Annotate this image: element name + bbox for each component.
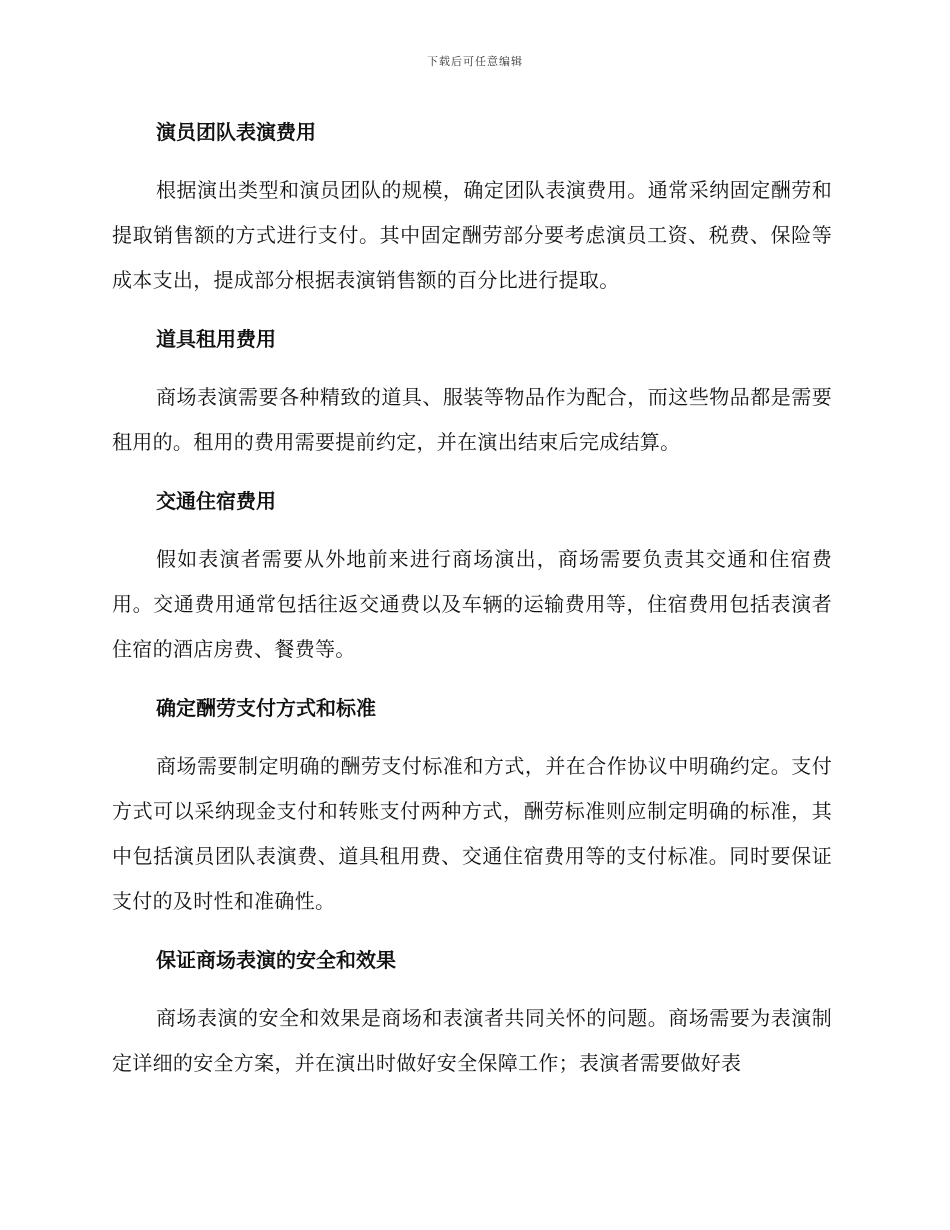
section-heading-payment-method: 确定酬劳支付方式和标准: [156, 696, 376, 720]
section-heading-performance-fee: 演员团队表演费用: [156, 120, 316, 144]
page-header: 下载后可任意编辑: [427, 55, 523, 68]
section-heading-props-rental: 道具租用费用: [156, 327, 276, 351]
section-heading-safety-effect: 保证商场表演的安全和效果: [156, 948, 396, 972]
document-body: [112, 112, 832, 1086]
section-paragraph-travel-lodging: 假如表演者需要从外地前来进行商场演出，商场需要负责其交通和住宿费用。交通费用通常包括往返交通费以及车辆的运输费用等，住宿费用包括表演者住宿的酒店房费、餐费等。: [112, 547, 832, 661]
section-paragraph-safety-effect: 商场表演的安全和效果是商场和表演者共同关怀的问题。商场需要为表演制定详细的安全方案，并在演出时做好安全保障工作；表演者需要做好表: [112, 1006, 832, 1075]
section-paragraph-payment-method: 商场需要制定明确的酬劳支付标准和方式，并在合作协议中明确约定。支付方式可以采纳现金支付和转账支付两种方式，酬劳标准则应制定明确的标准，其中包括演员团队表演费、道具租用费、交通住宿费用等的支付标准。同时要保证支付的及时性和准确性。: [112, 754, 832, 913]
section-paragraph-props-rental: 商场表演需要各种精致的道具、服装等物品作为配合，而这些物品都是需要租用的。租用的费用需要提前约定，并在演出结束后完成结算。: [112, 385, 832, 454]
section-paragraph-performance-fee: 根据演出类型和演员团队的规模，确定团队表演费用。通常采纳固定酬劳和提取销售额的方式进行支付。其中固定酬劳部分要考虑演员工资、税费、保险等成本支出，提成部分根据表演销售额的百分比进行提取。: [112, 178, 832, 292]
section-heading-travel-lodging: 交通住宿费用: [156, 489, 276, 513]
